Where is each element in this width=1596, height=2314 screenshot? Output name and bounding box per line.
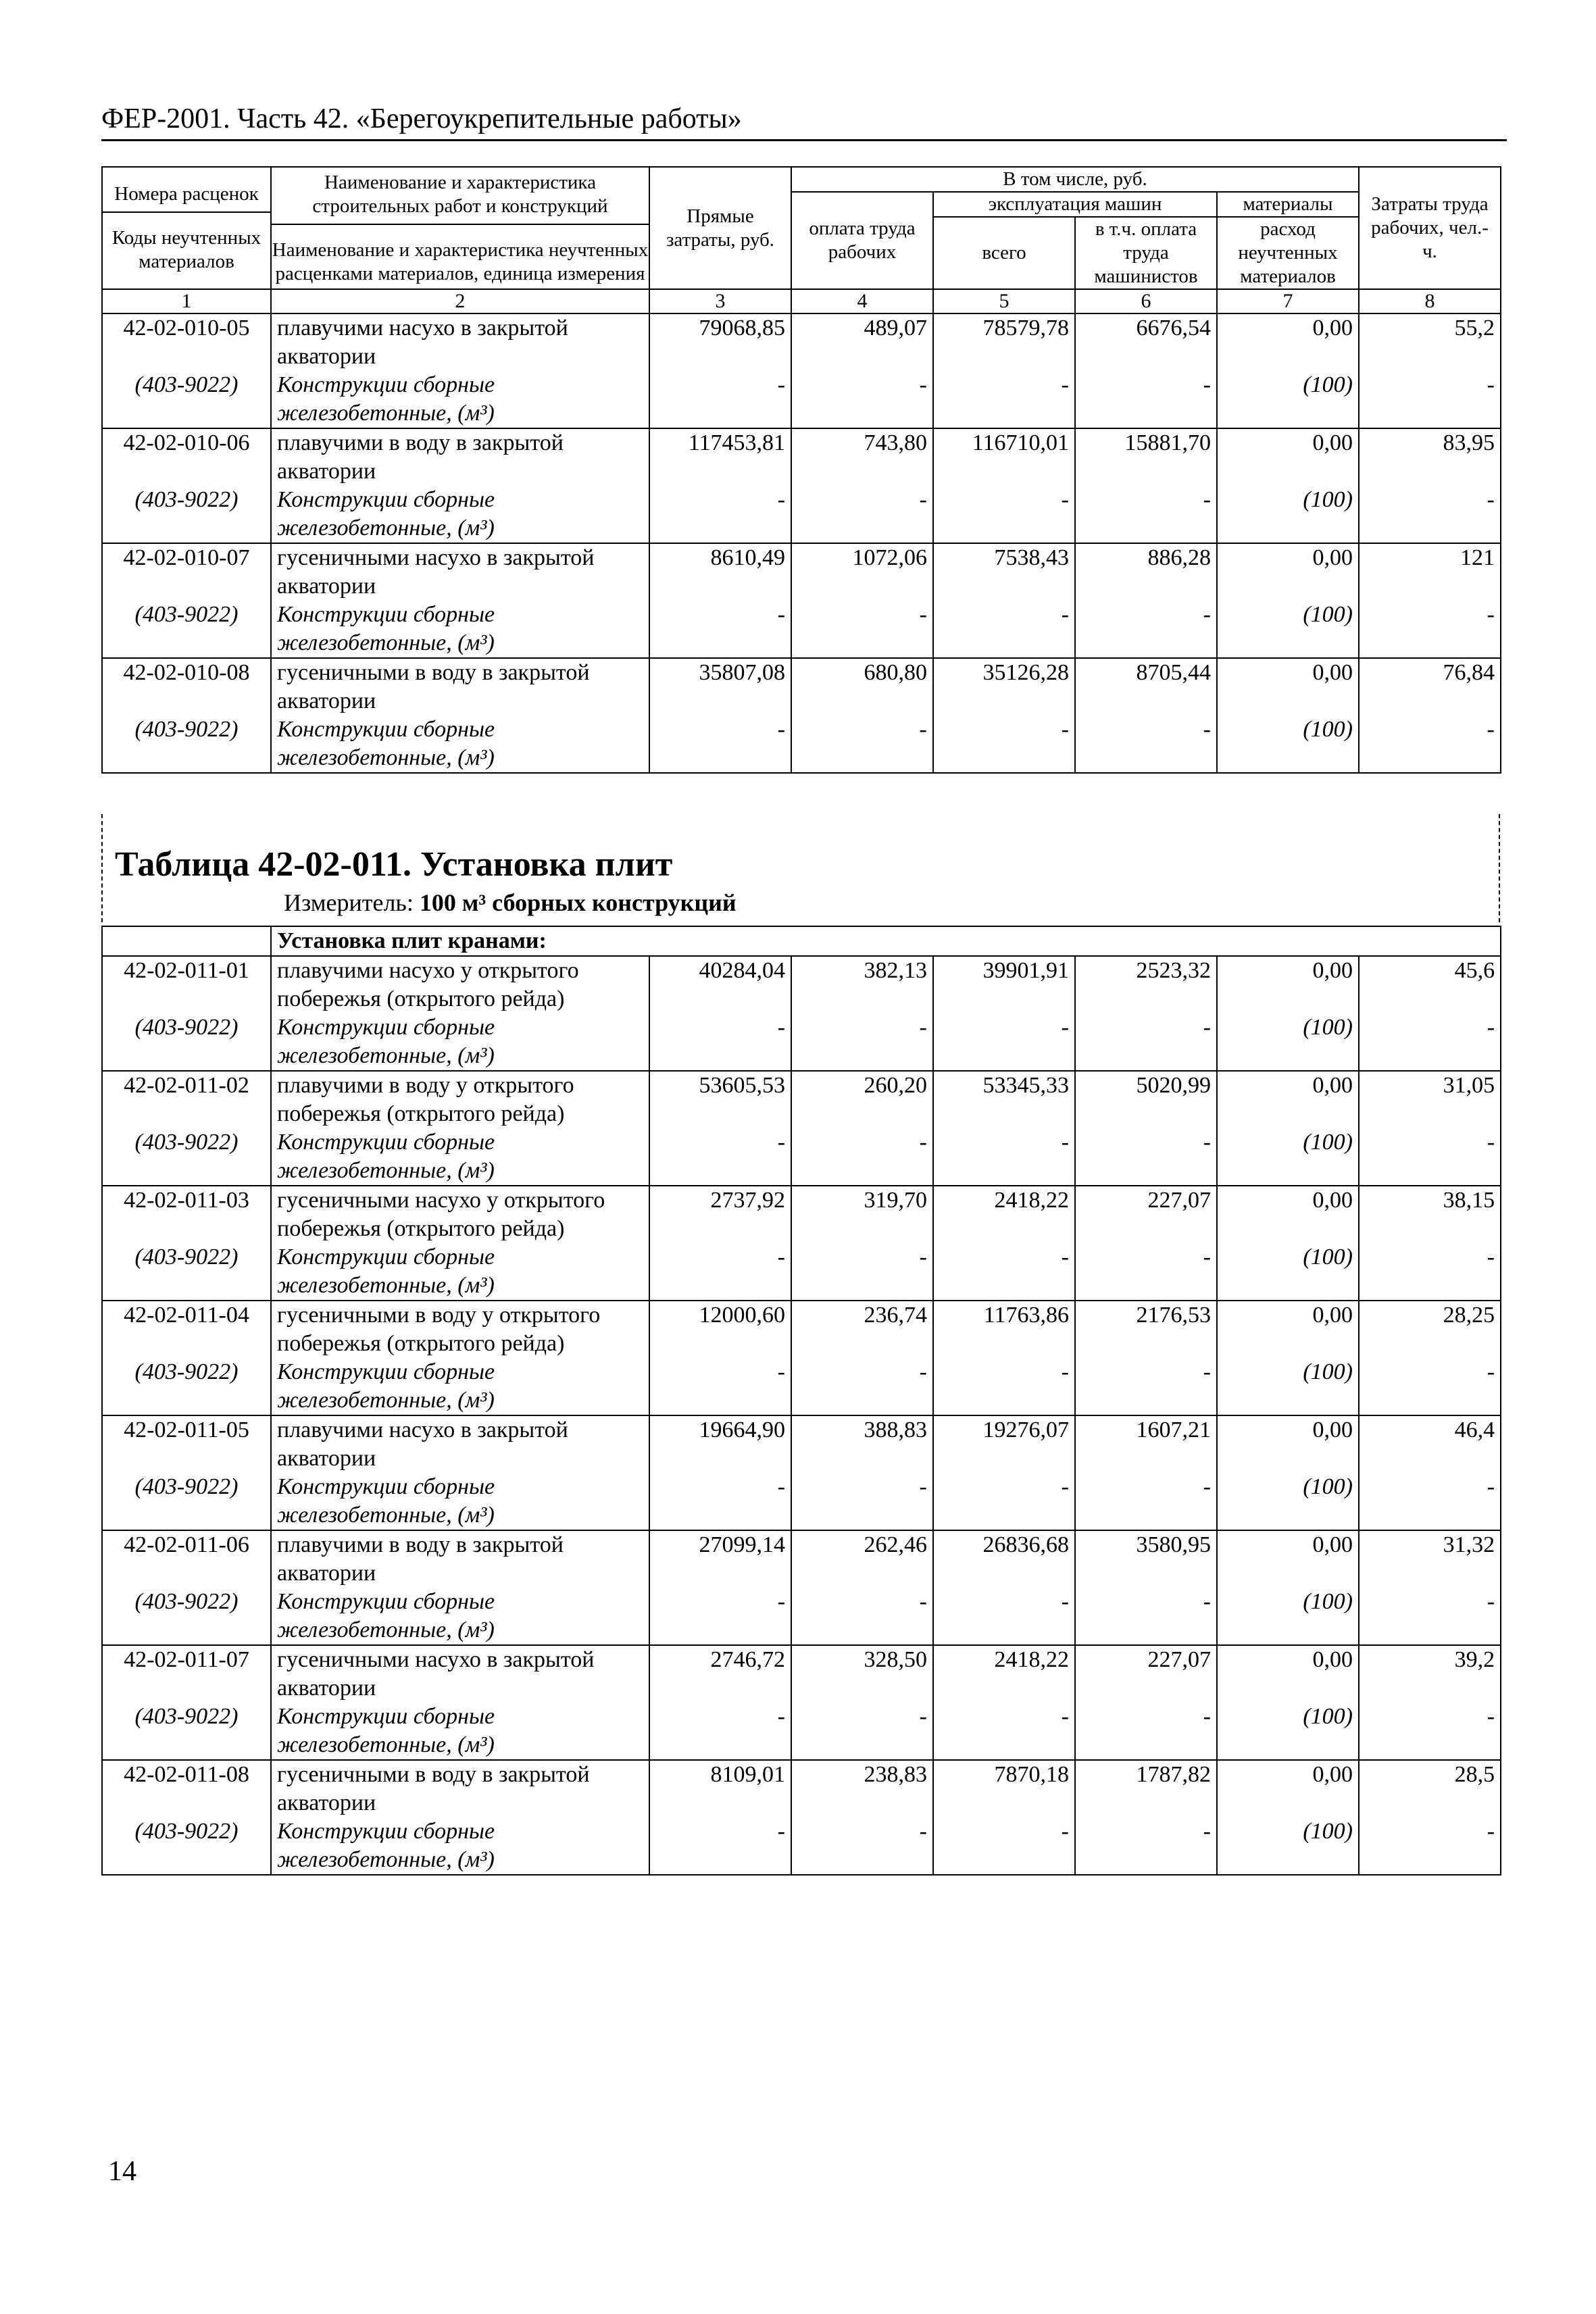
subheading-spacer: [102, 926, 271, 956]
machinist-wages: 6676,54: [1075, 313, 1217, 371]
machinist-wages: -: [1075, 1243, 1217, 1301]
labor-hours: 46,4: [1359, 1415, 1501, 1473]
rate-row: [102, 1645, 1501, 1703]
machinist-wages: 2176,53: [1075, 1301, 1217, 1358]
materials-usage: 0,00: [1217, 1760, 1359, 1817]
material-name: Конструкции сборные железобетонные, (м³): [271, 1013, 649, 1071]
column-numbers-row: [102, 289, 1501, 313]
rate-code: 42-02-011-04: [102, 1301, 271, 1358]
direct-costs: -: [649, 1013, 791, 1071]
workers-wages: 328,50: [791, 1645, 933, 1703]
material-name: Конструкции сборные железобетонные, (м³): [271, 1243, 649, 1301]
machinist-wages: 227,07: [1075, 1186, 1217, 1243]
labor-hours: -: [1359, 715, 1501, 773]
material-row: [102, 1128, 1501, 1186]
col-number: 4: [791, 289, 933, 313]
materials-usage: (100): [1217, 715, 1359, 773]
workers-wages: -: [791, 1358, 933, 1415]
material-row: [102, 1703, 1501, 1760]
page-number: 14: [108, 2156, 136, 2187]
machinist-wages: -: [1075, 1358, 1217, 1415]
material-name: Конструкции сборные железобетонные, (м³): [271, 371, 649, 428]
material-code: (403-9022): [102, 601, 271, 658]
rate-name: гусеничными в воду в закрытой акватории: [271, 658, 649, 715]
rates-table-42-02-011: [101, 926, 1501, 1876]
material-row: [102, 1473, 1501, 1530]
col-machines-total-header: всего: [933, 217, 1075, 289]
material-code: (403-9022): [102, 1817, 271, 1875]
rate-code: 42-02-011-05: [102, 1415, 271, 1473]
workers-wages: -: [791, 1013, 933, 1071]
rate-row: [102, 1415, 1501, 1473]
labor-hours: 31,05: [1359, 1071, 1501, 1128]
labor-hours: -: [1359, 1473, 1501, 1530]
direct-costs: 53605,53: [649, 1071, 791, 1128]
measure-label: Измеритель:: [284, 889, 414, 916]
col-wages-header: оплата труда рабочих: [791, 192, 933, 289]
machines-total: -: [933, 1013, 1075, 1071]
direct-costs: 35807,08: [649, 658, 791, 715]
col-group-header: В том числе, руб.: [791, 167, 1359, 192]
material-row: [102, 1358, 1501, 1415]
col-name-header: Наименование и характеристика строительных работ и конструкций Наименование и характеристика неучтенных расценками материалов, единица измерения: [271, 167, 649, 289]
machines-total: -: [933, 371, 1075, 428]
labor-hours: -: [1359, 1588, 1501, 1645]
material-name: Конструкции сборные железобетонные, (м³): [271, 1703, 649, 1760]
workers-wages: 743,80: [791, 428, 933, 486]
materials-usage: 0,00: [1217, 1301, 1359, 1358]
direct-costs: 19664,90: [649, 1415, 791, 1473]
material-code: (403-9022): [102, 1358, 271, 1415]
materials-usage: (100): [1217, 486, 1359, 543]
machinist-wages: -: [1075, 601, 1217, 658]
rate-row: [102, 1301, 1501, 1358]
direct-costs: 8109,01: [649, 1760, 791, 1817]
col-number: 6: [1075, 289, 1217, 313]
direct-costs: 8610,49: [649, 543, 791, 601]
dashed-border-right: [1499, 814, 1500, 922]
direct-costs: -: [649, 1243, 791, 1301]
col-direct-costs-header: Прямые затраты, руб.: [649, 167, 791, 289]
direct-costs: -: [649, 1588, 791, 1645]
workers-wages: 238,83: [791, 1760, 933, 1817]
machines-total: 78579,78: [933, 313, 1075, 371]
rate-name: гусеничными насухо в закрытой акватории: [271, 543, 649, 601]
machines-total: -: [933, 1588, 1075, 1645]
col-machines-header: эксплуатация машин: [933, 192, 1217, 217]
rate-code: 42-02-011-08: [102, 1760, 271, 1817]
machines-total: -: [933, 715, 1075, 773]
machines-total: -: [933, 1703, 1075, 1760]
rate-row: [102, 658, 1501, 715]
machinist-wages: 15881,70: [1075, 428, 1217, 486]
materials-usage: 0,00: [1217, 543, 1359, 601]
machinist-wages: 3580,95: [1075, 1530, 1217, 1588]
direct-costs: 2746,72: [649, 1645, 791, 1703]
workers-wages: 388,83: [791, 1415, 933, 1473]
col-number: 2: [271, 289, 649, 313]
labor-hours: 28,25: [1359, 1301, 1501, 1358]
materials-usage: (100): [1217, 1243, 1359, 1301]
machines-total: 2418,22: [933, 1186, 1075, 1243]
workers-wages: -: [791, 601, 933, 658]
workers-wages: 382,13: [791, 956, 933, 1013]
machines-total: -: [933, 1817, 1075, 1875]
labor-hours: -: [1359, 1013, 1501, 1071]
rate-row: [102, 313, 1501, 371]
machines-total: 11763,86: [933, 1301, 1075, 1358]
workers-wages: -: [791, 1473, 933, 1530]
page-header: ФЕР-2001. Часть 42. «Берегоукрепительные работы»: [101, 103, 1507, 141]
materials-usage: 0,00: [1217, 1415, 1359, 1473]
direct-costs: -: [649, 601, 791, 658]
materials-usage: (100): [1217, 1588, 1359, 1645]
materials-usage: 0,00: [1217, 1186, 1359, 1243]
col-materials-header: материалы: [1217, 192, 1359, 217]
material-code: (403-9022): [102, 1128, 271, 1186]
direct-costs: -: [649, 1703, 791, 1760]
machinist-wages: -: [1075, 1473, 1217, 1530]
rate-row: [102, 956, 1501, 1013]
materials-usage: (100): [1217, 1128, 1359, 1186]
material-code: (403-9022): [102, 1588, 271, 1645]
materials-usage: 0,00: [1217, 956, 1359, 1013]
material-name: Конструкции сборные железобетонные, (м³): [271, 1473, 649, 1530]
machinist-wages: 1787,82: [1075, 1760, 1217, 1817]
direct-costs: 40284,04: [649, 956, 791, 1013]
workers-wages: -: [791, 371, 933, 428]
machinist-wages: -: [1075, 486, 1217, 543]
material-name: Конструкции сборные железобетонные, (м³): [271, 486, 649, 543]
labor-hours: -: [1359, 1243, 1501, 1301]
material-code: (403-9022): [102, 715, 271, 773]
machines-total: -: [933, 1128, 1075, 1186]
labor-hours: 83,95: [1359, 428, 1501, 486]
workers-wages: -: [791, 486, 933, 543]
machines-total: 26836,68: [933, 1530, 1075, 1588]
material-code: (403-9022): [102, 1243, 271, 1301]
rate-name: плавучими в воду в закрытой акватории: [271, 428, 649, 486]
machines-total: 2418,22: [933, 1645, 1075, 1703]
col-number: 1: [102, 289, 271, 313]
measure-value: 100 м³ сборных конструкций: [419, 889, 737, 916]
machinist-wages: -: [1075, 371, 1217, 428]
material-row: [102, 1013, 1501, 1071]
rate-row: [102, 1530, 1501, 1588]
material-name: Конструкции сборные железобетонные, (м³): [271, 1588, 649, 1645]
machines-total: 39901,91: [933, 956, 1075, 1013]
workers-wages: -: [791, 1243, 933, 1301]
rates-table-42-02-010: [101, 166, 1501, 774]
direct-costs: 79068,85: [649, 313, 791, 371]
direct-costs: 27099,14: [649, 1530, 791, 1588]
material-row: [102, 1243, 1501, 1301]
workers-wages: 489,07: [791, 313, 933, 371]
rate-name: гусеничными в воду в закрытой акватории: [271, 1760, 649, 1817]
rate-code: 42-02-010-07: [102, 543, 271, 601]
workers-wages: 260,20: [791, 1071, 933, 1128]
machinist-wages: -: [1075, 1128, 1217, 1186]
rate-code: 42-02-011-01: [102, 956, 271, 1013]
labor-hours: 39,2: [1359, 1645, 1501, 1703]
machines-total: 53345,33: [933, 1071, 1075, 1128]
material-name: Конструкции сборные железобетонные, (м³): [271, 1358, 649, 1415]
workers-wages: 236,74: [791, 1301, 933, 1358]
direct-costs: -: [649, 1473, 791, 1530]
col-machinist-wages-header: в т.ч. оплата труда машинистов: [1075, 217, 1217, 289]
rate-code: 42-02-011-02: [102, 1071, 271, 1128]
rate-name: плавучими в воду в закрытой акватории: [271, 1530, 649, 1588]
rate-code: 42-02-011-03: [102, 1186, 271, 1243]
materials-usage: (100): [1217, 1013, 1359, 1071]
table-title: Таблица 42-02-011. Установка плит: [115, 845, 673, 884]
direct-costs: 12000,60: [649, 1301, 791, 1358]
rate-code: 42-02-010-05: [102, 313, 271, 371]
machines-total: 7870,18: [933, 1760, 1075, 1817]
materials-usage: 0,00: [1217, 1645, 1359, 1703]
rate-name: гусеничными насухо в закрытой акватории: [271, 1645, 649, 1703]
material-row: [102, 1588, 1501, 1645]
labor-hours: -: [1359, 371, 1501, 428]
machinist-wages: 2523,32: [1075, 956, 1217, 1013]
labor-hours: -: [1359, 1703, 1501, 1760]
materials-usage: 0,00: [1217, 1530, 1359, 1588]
machines-total: 7538,43: [933, 543, 1075, 601]
material-name: Конструкции сборные железобетонные, (м³): [271, 715, 649, 773]
rate-row: [102, 1071, 1501, 1128]
dashed-border-left: [101, 814, 103, 922]
machinist-wages: 886,28: [1075, 543, 1217, 601]
machinist-wages: 227,07: [1075, 1645, 1217, 1703]
col-code-header: Номера расценок Коды неучтенных материалов: [102, 167, 271, 289]
rate-row: [102, 1186, 1501, 1243]
material-row: [102, 601, 1501, 658]
direct-costs: 2737,92: [649, 1186, 791, 1243]
materials-usage: (100): [1217, 371, 1359, 428]
machinist-wages: 1607,21: [1075, 1415, 1217, 1473]
labor-hours: -: [1359, 1358, 1501, 1415]
machinist-wages: -: [1075, 1817, 1217, 1875]
rate-code: 42-02-011-06: [102, 1530, 271, 1588]
rate-name: плавучими насухо у открытого побережья (открытого рейда): [271, 956, 649, 1013]
direct-costs: -: [649, 486, 791, 543]
labor-hours: -: [1359, 1817, 1501, 1875]
labor-hours: 55,2: [1359, 313, 1501, 371]
workers-wages: -: [791, 715, 933, 773]
direct-costs: -: [649, 371, 791, 428]
labor-hours: 28,5: [1359, 1760, 1501, 1817]
material-code: (403-9022): [102, 486, 271, 543]
machines-total: -: [933, 1243, 1075, 1301]
material-name: Конструкции сборные железобетонные, (м³): [271, 601, 649, 658]
machines-total: 19276,07: [933, 1415, 1075, 1473]
material-name: Конструкции сборные железобетонные, (м³): [271, 1817, 649, 1875]
workers-wages: -: [791, 1817, 933, 1875]
rate-row: [102, 428, 1501, 486]
materials-usage: 0,00: [1217, 428, 1359, 486]
rate-name: плавучими насухо в закрытой акватории: [271, 1415, 649, 1473]
machinist-wages: 5020,99: [1075, 1071, 1217, 1128]
workers-wages: 1072,06: [791, 543, 933, 601]
rate-name: плавучими в воду у открытого побережья (открытого рейда): [271, 1071, 649, 1128]
material-row: [102, 371, 1501, 428]
machinist-wages: 8705,44: [1075, 658, 1217, 715]
labor-hours: 121: [1359, 543, 1501, 601]
labor-hours: -: [1359, 486, 1501, 543]
materials-usage: (100): [1217, 1473, 1359, 1530]
material-code: (403-9022): [102, 371, 271, 428]
rate-name: плавучими насухо в закрытой акватории: [271, 313, 649, 371]
labor-hours: 38,15: [1359, 1186, 1501, 1243]
labor-hours: 45,6: [1359, 956, 1501, 1013]
workers-wages: 262,46: [791, 1530, 933, 1588]
table-subheading: Установка плит кранами:: [271, 926, 1501, 956]
material-code: (403-9022): [102, 1703, 271, 1760]
workers-wages: -: [791, 1128, 933, 1186]
col-number: 3: [649, 289, 791, 313]
workers-wages: -: [791, 1703, 933, 1760]
rate-name: гусеничными насухо у открытого побережья (открытого рейда): [271, 1186, 649, 1243]
machines-total: -: [933, 1358, 1075, 1415]
table-measure: [284, 888, 737, 917]
labor-hours: -: [1359, 601, 1501, 658]
col-labor-hours-header: Затраты труда рабочих, чел.-ч.: [1359, 167, 1501, 289]
col-materials-usage-header: расход неучтенных материалов: [1217, 217, 1359, 289]
rate-row: [102, 1760, 1501, 1817]
rate-row: [102, 543, 1501, 601]
col-number: 7: [1217, 289, 1359, 313]
material-name: Конструкции сборные железобетонные, (м³): [271, 1128, 649, 1186]
labor-hours: -: [1359, 1128, 1501, 1186]
rate-code: 42-02-010-06: [102, 428, 271, 486]
labor-hours: 31,32: [1359, 1530, 1501, 1588]
machines-total: -: [933, 1473, 1075, 1530]
materials-usage: (100): [1217, 1703, 1359, 1760]
material-code: (403-9022): [102, 1473, 271, 1530]
machinist-wages: -: [1075, 1013, 1217, 1071]
machines-total: 116710,01: [933, 428, 1075, 486]
machines-total: 35126,28: [933, 658, 1075, 715]
rate-name: гусеничными в воду у открытого побережья (открытого рейда): [271, 1301, 649, 1358]
direct-costs: 117453,81: [649, 428, 791, 486]
direct-costs: -: [649, 1358, 791, 1415]
col-number: 8: [1359, 289, 1501, 313]
machinist-wages: -: [1075, 715, 1217, 773]
labor-hours: 76,84: [1359, 658, 1501, 715]
rate-code: 42-02-010-08: [102, 658, 271, 715]
materials-usage: 0,00: [1217, 658, 1359, 715]
material-row: [102, 486, 1501, 543]
workers-wages: 319,70: [791, 1186, 933, 1243]
material-row: [102, 715, 1501, 773]
machinist-wages: -: [1075, 1588, 1217, 1645]
machines-total: -: [933, 601, 1075, 658]
materials-usage: 0,00: [1217, 1071, 1359, 1128]
direct-costs: -: [649, 1128, 791, 1186]
direct-costs: -: [649, 1817, 791, 1875]
col-number: 5: [933, 289, 1075, 313]
workers-wages: 680,80: [791, 658, 933, 715]
materials-usage: (100): [1217, 1817, 1359, 1875]
machinist-wages: -: [1075, 1703, 1217, 1760]
material-code: (403-9022): [102, 1013, 271, 1071]
rate-code: 42-02-011-07: [102, 1645, 271, 1703]
direct-costs: -: [649, 715, 791, 773]
materials-usage: (100): [1217, 1358, 1359, 1415]
material-row: [102, 1817, 1501, 1875]
materials-usage: (100): [1217, 601, 1359, 658]
machines-total: -: [933, 486, 1075, 543]
workers-wages: -: [791, 1588, 933, 1645]
materials-usage: 0,00: [1217, 313, 1359, 371]
